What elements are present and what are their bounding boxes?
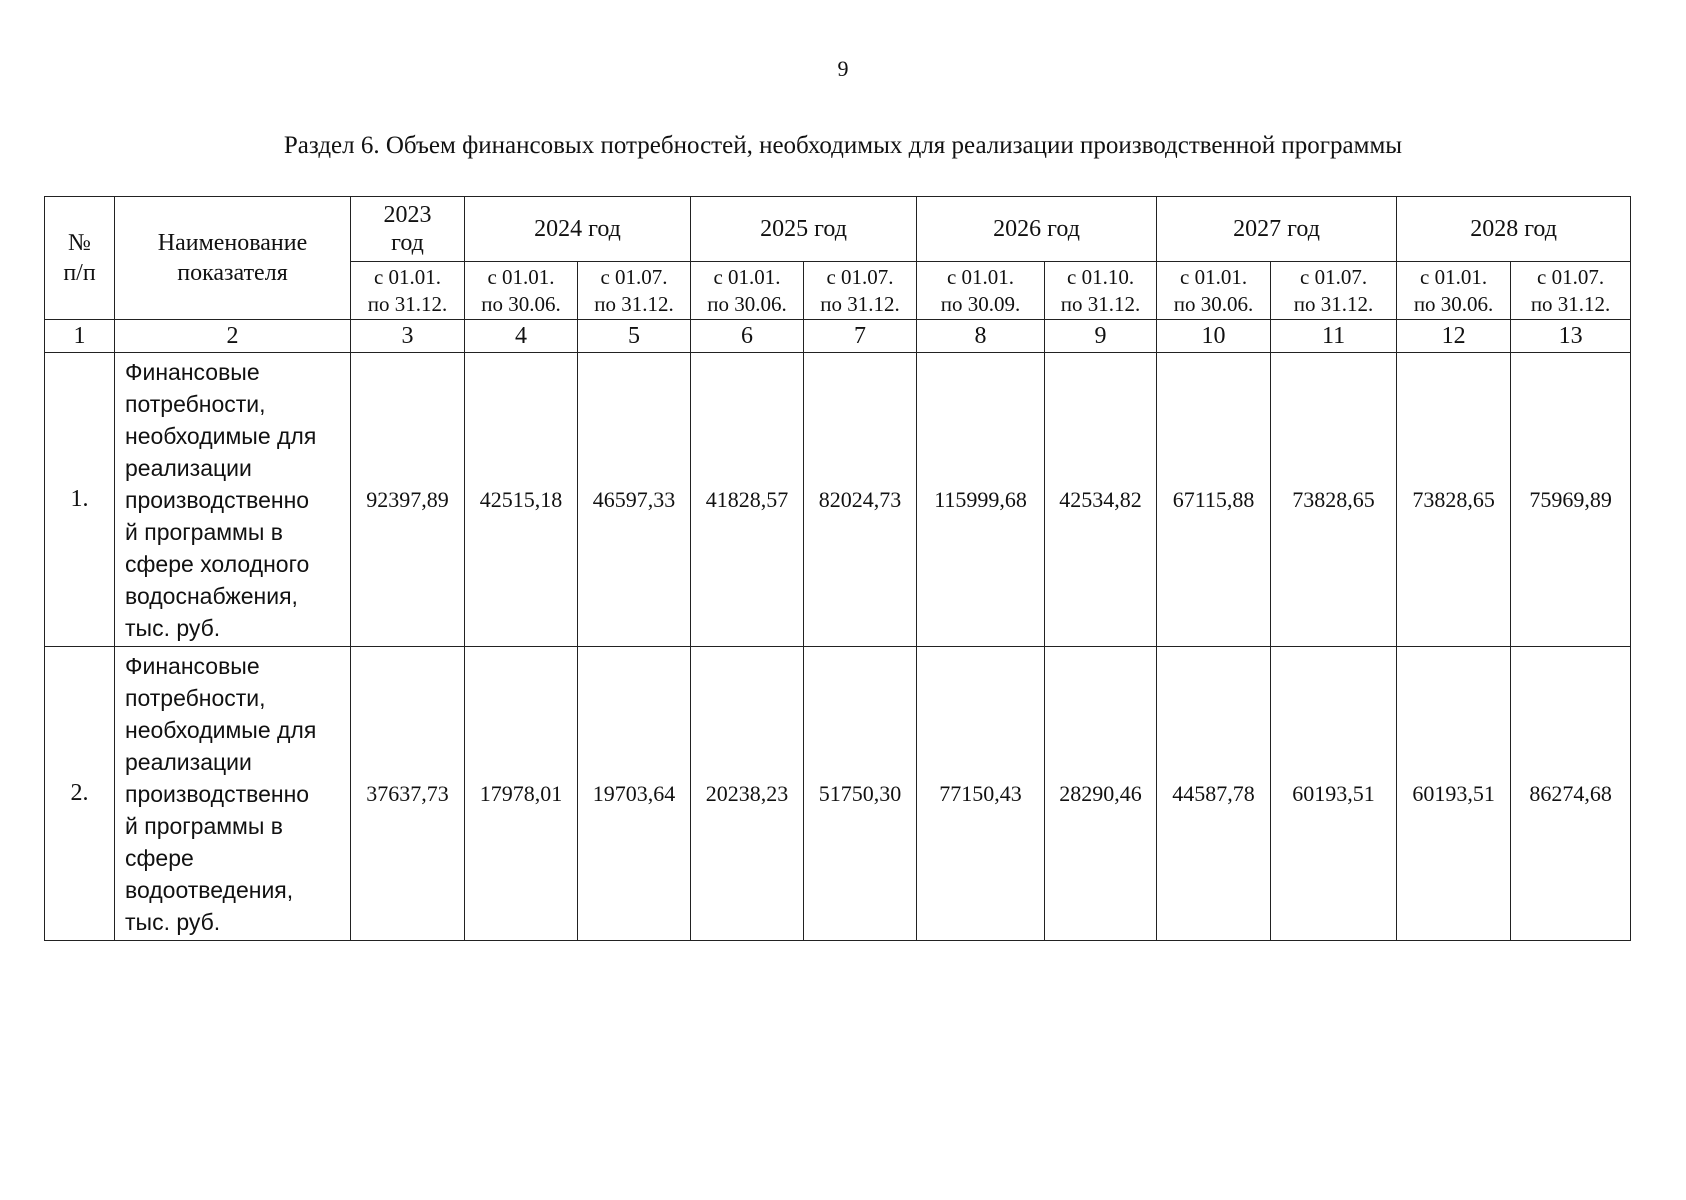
- header-col-number-line2: п/п: [63, 260, 96, 286]
- header-period: [691, 262, 804, 320]
- header-period: [1271, 262, 1397, 320]
- column-number-cell: 1: [45, 320, 115, 353]
- row-value-cell: 28290,46: [1045, 647, 1157, 941]
- row-value-cell: 19703,64: [578, 647, 691, 941]
- row-name-cell: [115, 353, 351, 647]
- column-number-cell: 9: [1045, 320, 1157, 353]
- header-period-to: по 31.12.: [1530, 291, 1611, 316]
- header-period-to: по 30.09.: [940, 291, 1021, 316]
- row-name-line: необходимые для: [125, 716, 317, 743]
- column-number-cell: 7: [804, 320, 917, 353]
- financial-needs-table: [44, 196, 1631, 941]
- header-year-2023: [351, 197, 465, 262]
- header-period-from: с 01.01.: [1180, 264, 1248, 289]
- table-body: [45, 353, 1631, 941]
- row-value-cell: 42515,18: [465, 353, 578, 647]
- row-value-cell: 73828,65: [1397, 353, 1511, 647]
- row-value-cell: 73828,65: [1271, 353, 1397, 647]
- header-col-name: [115, 197, 351, 320]
- header-period-from: с 01.01.: [713, 264, 781, 289]
- column-number-cell: 5: [578, 320, 691, 353]
- row-value-cell: 75969,89: [1511, 353, 1631, 647]
- header-year-2023-line1: 2023: [383, 202, 432, 228]
- row-value-cell: 41828,57: [691, 353, 804, 647]
- header-period: [804, 262, 917, 320]
- table-row: [45, 353, 1631, 647]
- row-name-line: водоснабжения,: [125, 582, 298, 609]
- row-name-line: Финансовые: [125, 358, 260, 385]
- row-value-cell: 92397,89: [351, 353, 465, 647]
- header-period-from: с 01.07.: [600, 264, 668, 289]
- row-value-cell: 46597,33: [578, 353, 691, 647]
- header-year-2027: 2027 год: [1157, 197, 1397, 262]
- row-value-cell: 51750,30: [804, 647, 917, 941]
- header-period-to: по 30.06.: [1173, 291, 1254, 316]
- column-number-cell: 12: [1397, 320, 1511, 353]
- row-value-cell: 67115,88: [1157, 353, 1271, 647]
- header-period-to: по 31.12.: [367, 291, 448, 316]
- row-name-cell: [115, 647, 351, 941]
- column-number-cell: 10: [1157, 320, 1271, 353]
- header-year-2026: 2026 год: [917, 197, 1157, 262]
- header-period-to: по 31.12.: [1060, 291, 1141, 316]
- row-value-cell: 60193,51: [1397, 647, 1511, 941]
- header-year-2025: 2025 год: [691, 197, 917, 262]
- row-name-line: Финансовые: [125, 652, 260, 679]
- row-name-line: й программы в: [125, 518, 284, 545]
- row-value-cell: 60193,51: [1271, 647, 1397, 941]
- row-value-cell: 44587,78: [1157, 647, 1271, 941]
- row-value-cell: 82024,73: [804, 353, 917, 647]
- header-period-to: по 31.12.: [594, 291, 674, 316]
- section-title: Раздел 6. Объем финансовых потребностей, необходимых для реализации производственной программы: [283, 132, 1403, 159]
- row-value-cell: 17978,01: [465, 647, 578, 941]
- row-name-line: необходимые для: [125, 422, 317, 449]
- header-row-column-numbers: [45, 320, 1631, 353]
- row-name-line: потребности,: [125, 684, 266, 711]
- header-period-to: по 30.06.: [1413, 291, 1494, 316]
- row-name-line: сфере холодного: [125, 550, 310, 577]
- header-period: [465, 262, 578, 320]
- header-period-to: по 31.12.: [820, 291, 900, 316]
- row-name-line: сфере: [125, 844, 194, 871]
- header-period: [578, 262, 691, 320]
- row-name-line: тыс. руб.: [125, 908, 221, 935]
- header-col-name-line2: показателя: [177, 260, 288, 286]
- header-period: [1397, 262, 1511, 320]
- header-period: [1157, 262, 1271, 320]
- row-value-cell: 77150,43: [917, 647, 1045, 941]
- row-index-cell: 2.: [45, 647, 115, 941]
- row-name-line: реализации: [125, 454, 252, 481]
- header-period-from: с 01.01.: [487, 264, 555, 289]
- header-period-from: с 01.07.: [1537, 264, 1605, 289]
- row-name-line: производственно: [125, 780, 310, 807]
- row-name-line: тыс. руб.: [125, 614, 221, 641]
- row-value-cell: 20238,23: [691, 647, 804, 941]
- row-value-cell: 115999,68: [917, 353, 1045, 647]
- header-period: [917, 262, 1045, 320]
- row-value-cell: 86274,68: [1511, 647, 1631, 941]
- header-period-from: с 01.01.: [946, 264, 1015, 289]
- header-period-to: по 30.06.: [481, 291, 561, 316]
- header-period: [351, 262, 465, 320]
- header-col-number-line1: №: [68, 230, 91, 256]
- row-value-cell: 37637,73: [351, 647, 465, 941]
- header-period: [1511, 262, 1631, 320]
- column-number-cell: 13: [1511, 320, 1631, 353]
- header-period-from: с 01.01.: [1420, 264, 1488, 289]
- column-number-cell: 4: [465, 320, 578, 353]
- page-number: 9: [837, 56, 849, 81]
- header-period-from: с 01.07.: [826, 264, 894, 289]
- row-name-line: й программы в: [125, 812, 284, 839]
- column-number-cell: 11: [1271, 320, 1397, 353]
- header-period: [1045, 262, 1157, 320]
- header-year-2024: 2024 год: [465, 197, 691, 262]
- column-number-cell: 6: [691, 320, 804, 353]
- header-row-years: [45, 197, 1631, 262]
- row-name-line: реализации: [125, 748, 252, 775]
- row-name-line: производственно: [125, 486, 310, 513]
- row-value-cell: 42534,82: [1045, 353, 1157, 647]
- table-row: [45, 647, 1631, 941]
- column-number-cell: 8: [917, 320, 1045, 353]
- header-period-to: по 31.12.: [1293, 291, 1374, 316]
- row-name-line: потребности,: [125, 390, 266, 417]
- header-period-from: с 01.01.: [373, 264, 442, 289]
- header-year-2028: 2028 год: [1397, 197, 1631, 262]
- column-number-cell: 3: [351, 320, 465, 353]
- row-index-cell: 1.: [45, 353, 115, 647]
- header-period-from: с 01.10.: [1067, 264, 1135, 289]
- column-number-cell: 2: [115, 320, 351, 353]
- header-period-from: с 01.07.: [1300, 264, 1368, 289]
- header-year-2023-line2: год: [391, 230, 424, 256]
- header-col-number: [45, 197, 115, 320]
- header-col-name-line1: Наименование: [157, 230, 308, 256]
- header-period-to: по 30.06.: [707, 291, 787, 316]
- row-name-line: водоотведения,: [125, 876, 294, 903]
